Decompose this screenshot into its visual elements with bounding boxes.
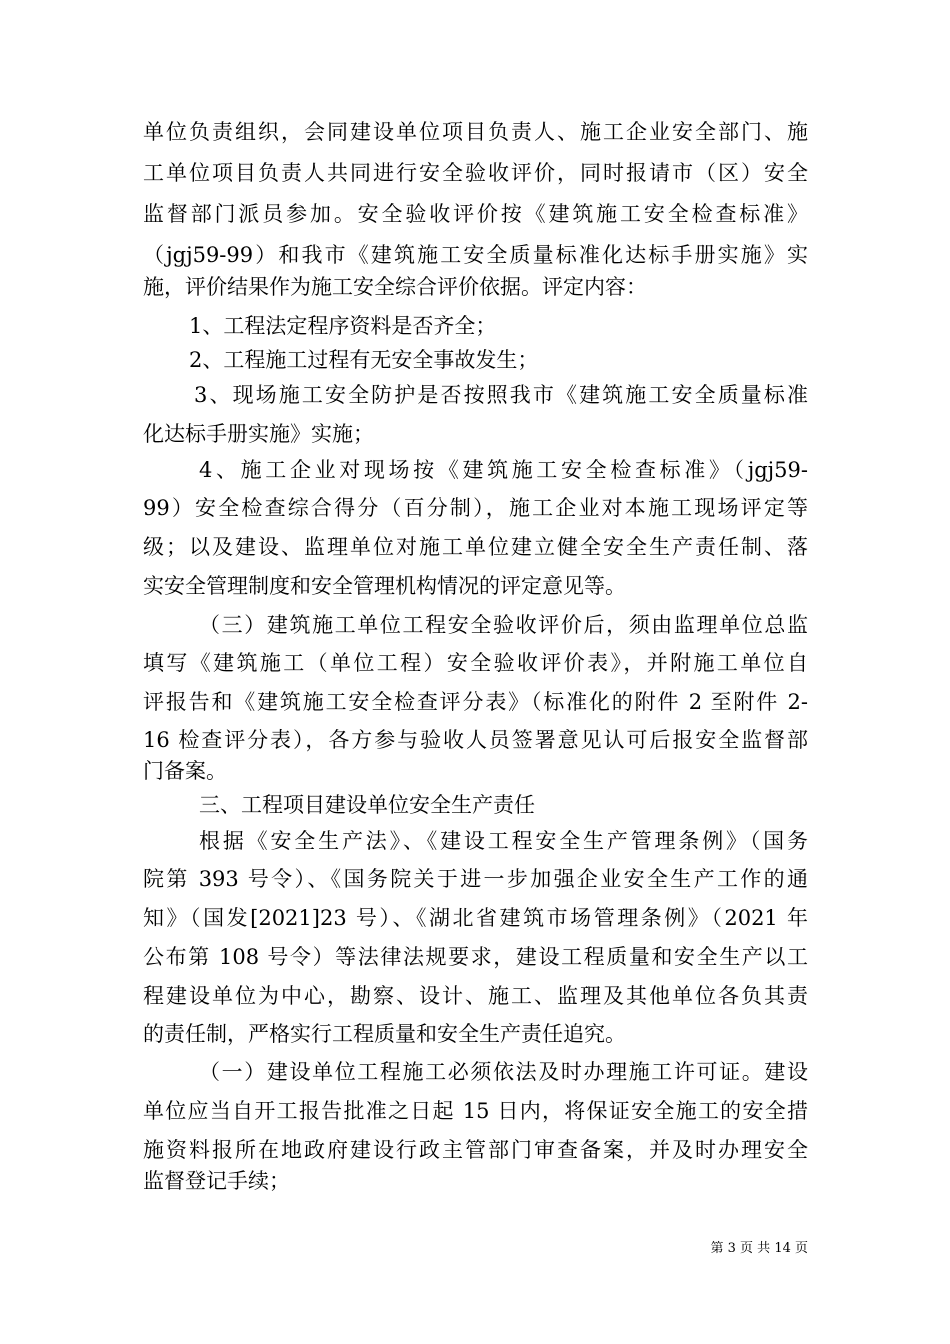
- text-line: 的责任制，严格实行工程质量和安全生产责任追究。: [143, 1022, 626, 1046]
- text-line: 程建设单位为中心，勘察、设计、施工、监理及其他单位各负其责: [143, 984, 808, 1008]
- text-line: 施，评价结果作为施工安全综合评价依据。评定内容：: [143, 275, 647, 299]
- text-line: 级；以及建设、监理单位对施工单位建立健全安全生产责任制、落: [143, 535, 808, 559]
- text-line: 评报告和《建筑施工安全检查评分表》（标准化的附件 2 至附件 2-: [143, 690, 808, 714]
- page-number: 第 3 页 共 14 页: [710, 1241, 808, 1256]
- text-line: 门备案。: [143, 759, 227, 783]
- text-line: 单位应当自开工报告批准之日起 15 日内，将保证安全施工的安全措: [143, 1099, 808, 1123]
- text-line: 1、工程法定程序资料是否齐全；: [189, 314, 497, 338]
- text-line: 知》（国发[2021]23 号）、《湖北省建筑市场管理条例》（2021 年: [143, 906, 808, 930]
- text-line: （一）建设单位工程施工必须依法及时办理施工许可证。建设: [199, 1060, 808, 1084]
- text-line: 施资料报所在地政府建设行政主管部门审查备案，并及时办理安全: [143, 1138, 808, 1162]
- text-line: 化达标手册实施》实施；: [143, 422, 374, 446]
- text-line: （三）建筑施工单位工程安全验收评价后，须由监理单位总监: [199, 613, 808, 637]
- text-line: 单位负责组织，会同建设单位项目负责人、施工企业安全部门、施: [143, 120, 808, 144]
- text-line: 16 检查评分表），各方参与验收人员签署意见认可后报安全监督部: [143, 728, 808, 752]
- text-line: 4、施工企业对现场按《建筑施工安全检查标准》（jgj59-: [199, 458, 808, 482]
- text-line: 院第 393 号令）、《国务院关于进一步加强企业安全生产工作的通: [143, 867, 808, 891]
- text-line: 2、工程施工过程有无安全事故发生；: [189, 348, 539, 372]
- text-line: 监督部门派员参加。安全验收评价按《建筑施工安全检查标准》: [143, 202, 808, 226]
- text-line: （jgj59-99）和我市《建筑施工安全质量标准化达标手册实施》实: [143, 243, 808, 267]
- text-line: 实安全管理制度和安全管理机构情况的评定意见等。: [143, 574, 626, 598]
- text-line: 公布第 108 号令）等法律法规要求，建设工程质量和安全生产以工: [143, 945, 808, 969]
- text-line: 根据《安全生产法》、《建设工程安全生产管理条例》（国务: [199, 829, 808, 853]
- text-line: 填写《建筑施工（单位工程）安全验收评价表》，并附施工单位自: [143, 651, 808, 675]
- text-line: 工单位项目负责人共同进行安全验收评价，同时报请市（区）安全: [143, 161, 808, 185]
- section-heading: 三、工程项目建设单位安全生产责任: [199, 793, 535, 817]
- text-line: 监督登记手续；: [143, 1169, 290, 1193]
- text-line: 99）安全检查综合得分（百分制），施工企业对本施工现场评定等: [143, 496, 808, 520]
- text-line: 3、现场施工安全防护是否按照我市《建筑施工安全质量标准: [194, 383, 808, 407]
